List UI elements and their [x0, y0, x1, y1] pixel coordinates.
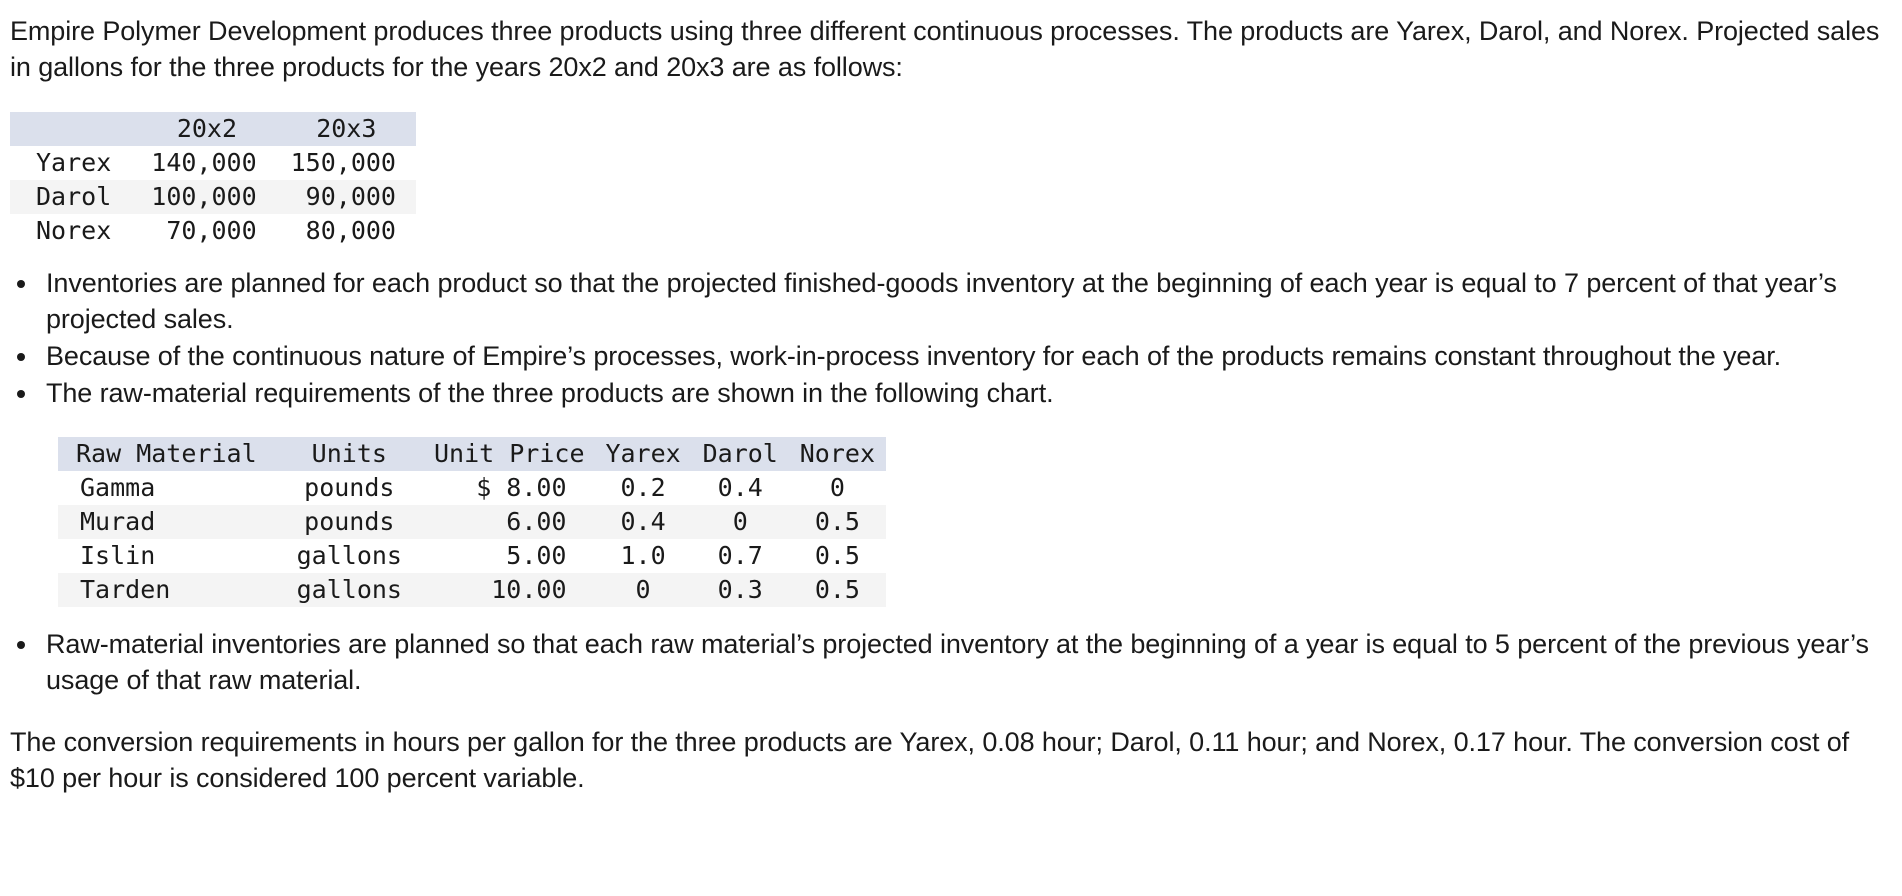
table-row	[58, 471, 886, 505]
cell-darol: 0	[732, 507, 748, 537]
list-item: • Inventories are planned for each product so that the projected finished-goods inventory at the beginning of each year is equal to 7 percent of that year’s projected sales.	[40, 266, 1882, 338]
projected-sales-table-body	[10, 146, 416, 248]
column-header-product	[10, 112, 137, 146]
cell-20x3: 90,000	[305, 181, 396, 211]
cell-yarex: 0.4	[620, 507, 666, 537]
column-header-units: Units	[275, 437, 424, 471]
table-row	[58, 505, 886, 539]
closing-paragraph: The conversion requirements in hours per gallon for the three products are Yarex, 0.08 hour; Darol, 0.11 hour; and Norex, 0.17 hour. The conversion cost of $10 per hour is considered 100 percent variable.	[10, 727, 1850, 794]
column-header-unit-price: Unit Price	[424, 437, 595, 471]
cell-product: Yarex	[36, 147, 112, 177]
column-header-yarex: Yarex	[595, 437, 692, 471]
column-header-20x2: 20x2	[137, 112, 276, 146]
cell-material: Murad	[80, 507, 156, 537]
column-header-darol: Darol	[692, 437, 789, 471]
cell-unit-price: $ 8.00	[476, 473, 567, 503]
cell-units: gallons	[296, 541, 402, 571]
cell-product: Darol	[36, 181, 112, 211]
cell-norex: 0.5	[814, 541, 860, 571]
table-row	[58, 539, 886, 573]
cell-20x3: 150,000	[290, 147, 396, 177]
cell-material: Islin	[80, 541, 156, 571]
cell-yarex: 1.0	[620, 541, 666, 571]
cell-norex: 0	[829, 473, 845, 503]
cell-20x2: 70,000	[166, 215, 257, 245]
table-header-row	[58, 437, 886, 471]
cell-unit-price: 10.00	[491, 575, 567, 605]
cell-material: Tarden	[80, 575, 171, 605]
assumptions-list-top	[10, 266, 1882, 412]
list-item: • Because of the continuous nature of Empire’s processes, work-in-process inventory for each of the products remains constant throughout the year.	[40, 339, 1882, 375]
raw-material-requirements-table	[58, 437, 886, 607]
column-header-norex: Norex	[789, 437, 886, 471]
cell-units: gallons	[296, 575, 402, 605]
raw-material-table-head	[58, 437, 886, 471]
table-row	[10, 214, 416, 248]
cell-units: pounds	[304, 507, 395, 537]
table-header-row	[10, 112, 416, 146]
cell-20x2: 100,000	[151, 181, 257, 211]
list-item: • Raw-material inventories are planned so that each raw material’s projected inventory at the beginning of a year is equal to 5 percent of the previous year’s usage of that raw material.	[40, 627, 1882, 699]
column-header-20x3: 20x3	[277, 112, 416, 146]
cell-darol: 0.3	[717, 575, 763, 605]
cell-20x3: 80,000	[305, 215, 396, 245]
cell-darol: 0.7	[717, 541, 763, 571]
cell-product: Norex	[36, 215, 112, 245]
cell-yarex: 0.2	[620, 473, 666, 503]
cell-20x2: 140,000	[151, 147, 257, 177]
column-header-raw-material: Raw Material	[58, 437, 275, 471]
assumptions-list-bottom	[10, 627, 1882, 699]
list-item: • The raw-material requirements of the three products are shown in the following chart.	[40, 376, 1882, 412]
cell-yarex: 0	[635, 575, 651, 605]
cell-unit-price: 5.00	[506, 541, 567, 571]
table-row	[58, 573, 886, 607]
projected-sales-table-head	[10, 112, 416, 146]
table-row	[10, 180, 416, 214]
cell-material: Gamma	[80, 473, 156, 503]
intro-paragraph: Empire Polymer Development produces three products using three different continuous processes. The products are Yarex, Darol, and Norex. Projected sales in gallons for the three products for the years 20x2 and 20x3 are as follows:	[10, 16, 1880, 82]
cell-unit-price: 6.00	[506, 507, 567, 537]
cell-norex: 0.5	[814, 507, 860, 537]
cell-norex: 0.5	[814, 575, 860, 605]
projected-sales-table	[10, 112, 416, 248]
table-row	[10, 146, 416, 180]
cell-darol: 0.4	[717, 473, 763, 503]
raw-material-table-body	[58, 471, 886, 607]
cell-units: pounds	[304, 473, 395, 503]
